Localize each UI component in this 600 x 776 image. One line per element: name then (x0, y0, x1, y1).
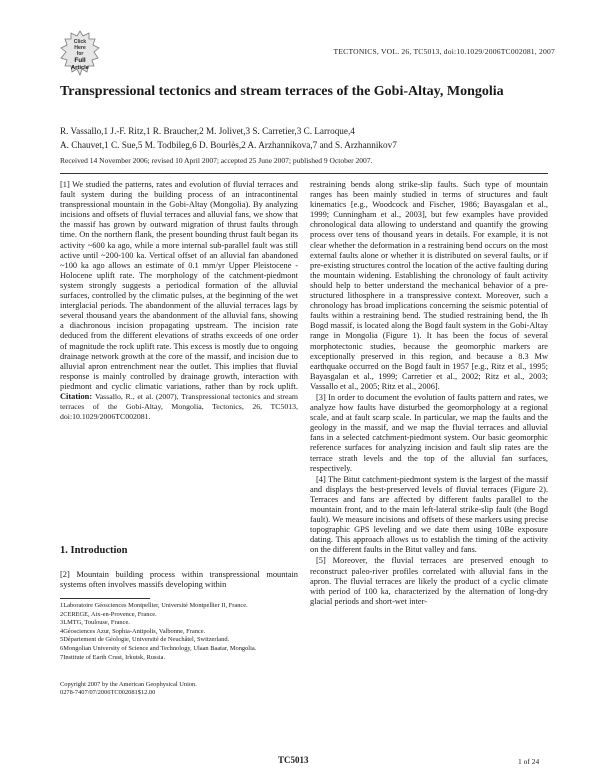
footer-article-id: TC5013 (278, 755, 309, 765)
left-column (60, 180, 298, 423)
journal-header: TECTONICS, VOL. 26, TC5013, doi:10.1029/2006TC002081, 2007 (333, 47, 555, 56)
intro-paragraph-3: [3] In order to document the evolution of faults pattern and rates, we analyze how faults have disturbed the geomorphology at a regional scale, and at fault scarp scale. In particular, we map the faults and the geology in the massif, and we map the fluvial terraces and alluvial fans in a selected catchment-piedmont system. Our basic geomorphic reference surfaces for analyzing incision and fault slip rates are the terrace strath levels and the top of the alluvial fan surfaces, respectively. (310, 392, 548, 473)
footnote-3: 3LMTG, Toulouse, France. (60, 619, 130, 627)
footer-page-number: 1 of 24 (518, 757, 540, 766)
copyright-block (60, 681, 298, 697)
authors-line-1: R. Vassallo,1 J.-F. Ritz,1 R. Braucher,2 M. Jolivet,3 S. Carretier,3 C. Larroque,4 (60, 126, 355, 136)
section-heading-introduction: 1. Introduction (60, 545, 128, 556)
footnote-2: 2CEREGE, Aix-en-Provence, France. (60, 610, 157, 618)
copyright-line-2: 0278-7407/07/2006TC002081$12.00 (60, 689, 156, 697)
header-divider (60, 173, 548, 174)
authors-line-2: A. Chauvet,1 C. Sue,5 M. Todbileg,6 D. Bourlès,2 A. Arzhannikova,7 and S. Arzhannikov7 (60, 140, 397, 150)
footnote-5: 5Département de Géologie, Université de Neuchâtel, Switzerland. (60, 636, 230, 644)
badge-line-4: Full (74, 57, 86, 64)
abstract-text: [1] We studied the patterns, rates and evolution of fluvial terraces and fault system during the building process of an intracontinental transpressional mountain in the Gobi-Altay (Mongolia). By analyzing incisions and offsets of fluvial terraces and alluvial fans, we show that the massif has grown by outward migration of thrust faults through time. On the northern flank, the present bounding thrust fault began its activity ~600 ka ago, while a more internal sub-parallel fault was still active until ~200-100 ka. Vertical offset of an alluvial fan abandoned ~100 ka ago allows an estimate of 0.1 mm/yr Upper Pleistocene - Holocene uplift rate. The morphology of the catchment-piedmont system strongly suggests a periodical formation of the alluvial surfaces, controlled by the climatic pulses, at the beginning of the wet interglacial periods. The abandonment of the alluvial terraces lags by several thousand years the abandonment of the alluvial fans, showing a diachronous incision propagating upstream. The incision rate deduced from the different elevations of straths exceeds of one order of magnitude the rock uplift rate. This excess is mostly due to ongoing drainage network growth at the core of the massif, and incision due to alluvial apron entrenchment near the outlet. This implies that fluvial response is mainly controlled by drainage growth, interaction with piedmont and cyclic climatic variations, rather than by rock uplift. (60, 180, 298, 391)
intro-paragraph-5: [5] Moreover, the fluvial terraces are preserved enough to reconstruct paleo-river profiles correlated with alluvial fans in the apron. The fluvial terraces are likely the product of a cyclic climate with period of 100 ka, characterized by the alternation of long-dry glacial periods and short-wet inter- (310, 556, 548, 606)
copyright-line-1: Copyright 2007 by the American Geophysical Union. (60, 681, 197, 688)
citation-label: Citation: (60, 391, 93, 401)
footnote-4: 4Géosciences Azur, Sophia-Antipolis, Valbonne, France. (60, 627, 206, 635)
footnote-1: 1Laboratoire Géosciences Montpellier, Université Montpellier II, France. (60, 602, 248, 609)
right-column (310, 180, 548, 608)
badge-line-3: for (76, 51, 84, 57)
footnote-6: 6Mongolian University of Science and Technology, Ulaan Baatar, Mongolia. (60, 644, 257, 652)
intro-paragraph-4: [4] The Bitut catchment-piedmont system is the largest of the massif and displays the best-preserved levels of fluvial terraces (Figure 2). Terraces and fans are affected by different faults parallel to the mountain front, and to the main left-lateral strike-slip fault (the Bogd fault). We measure incisions and offsets of these markers using precise topographic GPS leveling and we date them using 10Be exposure dating. This approach allows us to establish the timing of the activity on the different faults in the Bitut valley and fans. (310, 474, 548, 555)
badge-line-1: Click (73, 39, 87, 45)
footnote-7: 7Institute of Earth Crust, Irkutsk, Russia. (60, 653, 166, 661)
affiliation-footnotes (60, 602, 298, 662)
paper-title: Transpressional tectonics and stream terraces of the Gobi-Altay, Mongolia (60, 84, 504, 99)
footnote-divider (60, 598, 150, 599)
badge-line-5: Article (70, 65, 90, 71)
badge-line-2: Here (74, 45, 86, 51)
author-list (60, 124, 550, 152)
abstract-paragraph (60, 180, 298, 422)
intro-paragraph-2: [2] Mountain building process within transpressional mountain systems often involves massifs developing within (60, 570, 298, 590)
received-dates: Received 14 November 2006; revised 10 April 2007; accepted 25 June 2007; published 9 October 2007. (60, 156, 373, 165)
intro-paragraph-2-continued: restraining bends along strike-slip faults. Such type of mountain ranges has been mainly studied in terms of structures and fault kinematics [e.g., Woodcock and Fischer, 1986; Bayasgalan et al., 1999; Cunningham et al., 2003], but few examples have provided chronological data allowing to understand and quantify the growing process over tens of thousand years in details. For example, it is not clear whether the deformation in a restraining bend occurs on the most external faults alone or whether it is distributed on several faults, or if pre-existing structures control the location of the active faulting during the mountain widening. Establishing the chronology of fault activity should help to better understand the mechanical behavior of a pre-structured lithosphere in a transpressive context. Moreover, such a chronology has broad implications concerning the seismic potential of faults within a restraining bend. The studied restraining bend, the Ih Bogd massif, is located along the Bogd fault system in the Gobi-Altay range in Mongolia (Figure 1). It has been the focus of several morphotectonic studies, because the geomorphic markers are exceptionally preserved in this region, and because a 8.3 Mw earthquake occurred on the Bogd fault in 1957 [e.g., Ritz et al., 1995; Bayasgalan et al., 1999; Carretier et al., 2002; Ritz et al., 2003; Vassallo et al., 2005; Ritz et al., 2006]. (310, 180, 548, 391)
click-here-full-article-badge[interactable] (60, 30, 100, 80)
citation-text: Vassallo, R., et al. (2007), Transpressional tectonics and stream terraces of the Gobi-Altay, Mongolia, Tectonics, 26, TC5013, doi:10.1029/2006TC002081. (60, 391, 298, 422)
